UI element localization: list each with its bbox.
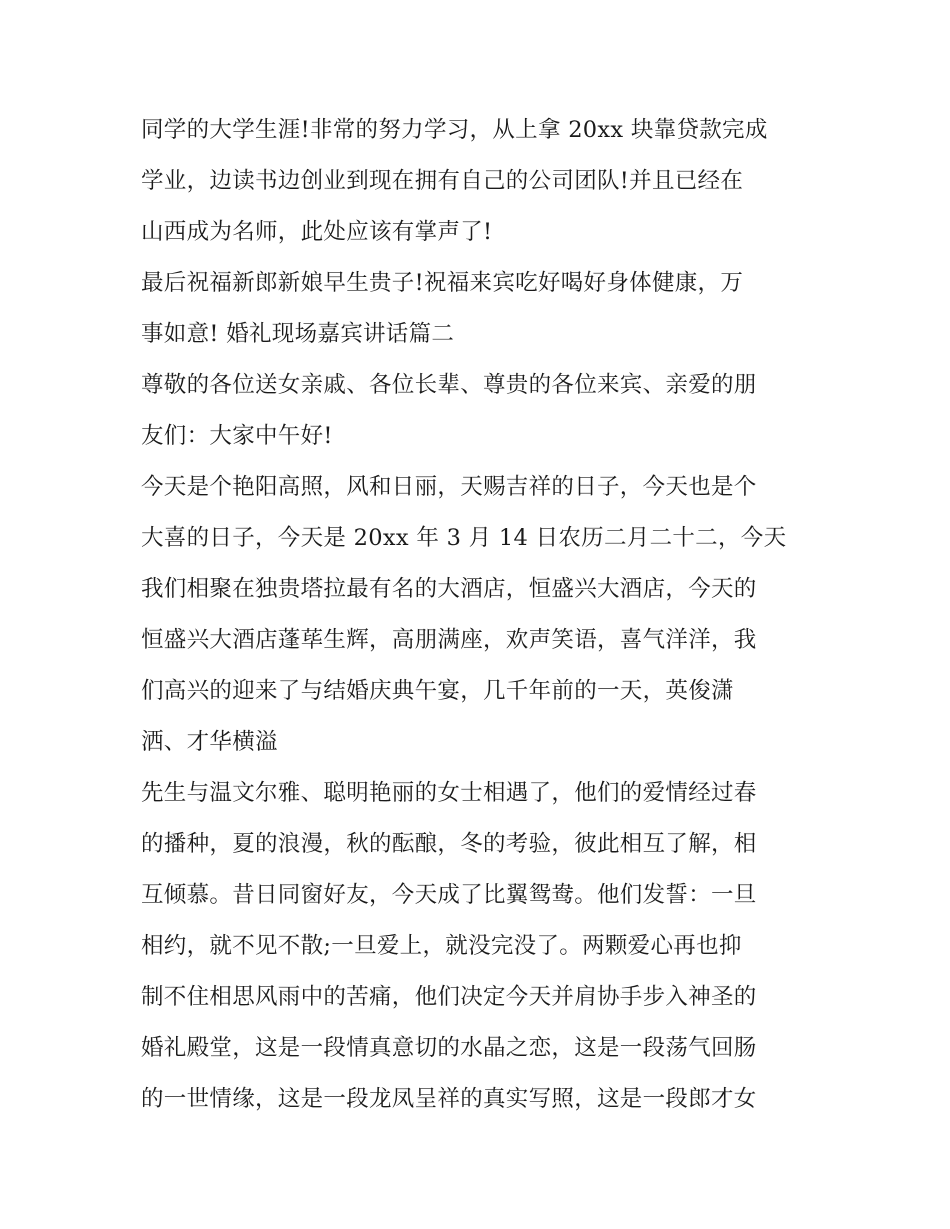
text-line: 婚礼殿堂，这是一段情真意切的水晶之恋，这是一段荡气回肠 [141, 1035, 757, 1061]
text-line: 的播种，夏的浪漫，秋的酝酿，冬的考验，彼此相互了解，相 [141, 831, 757, 857]
text-line: 们高兴的迎来了与结婚庆典午宴，几千年前的一天，英俊潇 [141, 678, 734, 704]
text-line: 制不住相思风雨中的苦痛，他们决定今天并肩协手步入神圣的 [141, 984, 757, 1010]
text-line: 先生与温文尔雅、聪明艳丽的女士相遇了，他们的爱情经过春 [141, 780, 757, 806]
text-line: 大喜的日子，今天是 20xx 年 3 月 14 日农历二月二十二，今天 [141, 525, 787, 551]
text-line: 相约，就不见不散;一旦爱上，就没完没了。两颗爱心再也抑 [141, 933, 742, 959]
text-line: 尊敬的各位送女亲戚、各位长辈、尊贵的各位来宾、亲爱的朋 [141, 372, 757, 398]
text-line: 同学的大学生涯!非常的努力学习，从上拿 20xx 块靠贷款完成 [141, 117, 768, 143]
section-heading-line: 事如意! 婚礼现场嘉宾讲话篇二 [141, 321, 455, 347]
text-line: 互倾慕。昔日同窗好友，今天成了比翼鸳鸯。他们发誓：一旦 [141, 882, 757, 908]
text-line: 的一世情缘，这是一段龙凤呈祥的真实写照，这是一段郎才女 [141, 1086, 757, 1112]
speech-text [141, 105, 821, 1125]
text-line: 最后祝福新郎新娘早生贵子!祝福来宾吃好喝好身体健康，万 [141, 270, 744, 296]
text-line: 友们：大家中午好! [141, 423, 333, 449]
text-line: 今天是个艳阳高照，风和日丽，天赐吉祥的日子，今天也是个 [141, 474, 757, 500]
text-line: 学业，边读书边创业到现在拥有自己的公司团队!并且已经在 [141, 168, 744, 194]
text-line: 洒、才华横溢 [141, 729, 278, 755]
text-line: 恒盛兴大酒店蓬荜生辉，高朋满座，欢声笑语，喜气洋洋，我 [141, 627, 757, 653]
text-line: 山西成为名师，此处应该有掌声了! [141, 219, 493, 245]
text-line: 我们相聚在独贵塔拉最有名的大酒店，恒盛兴大酒店，今天的 [141, 576, 757, 602]
